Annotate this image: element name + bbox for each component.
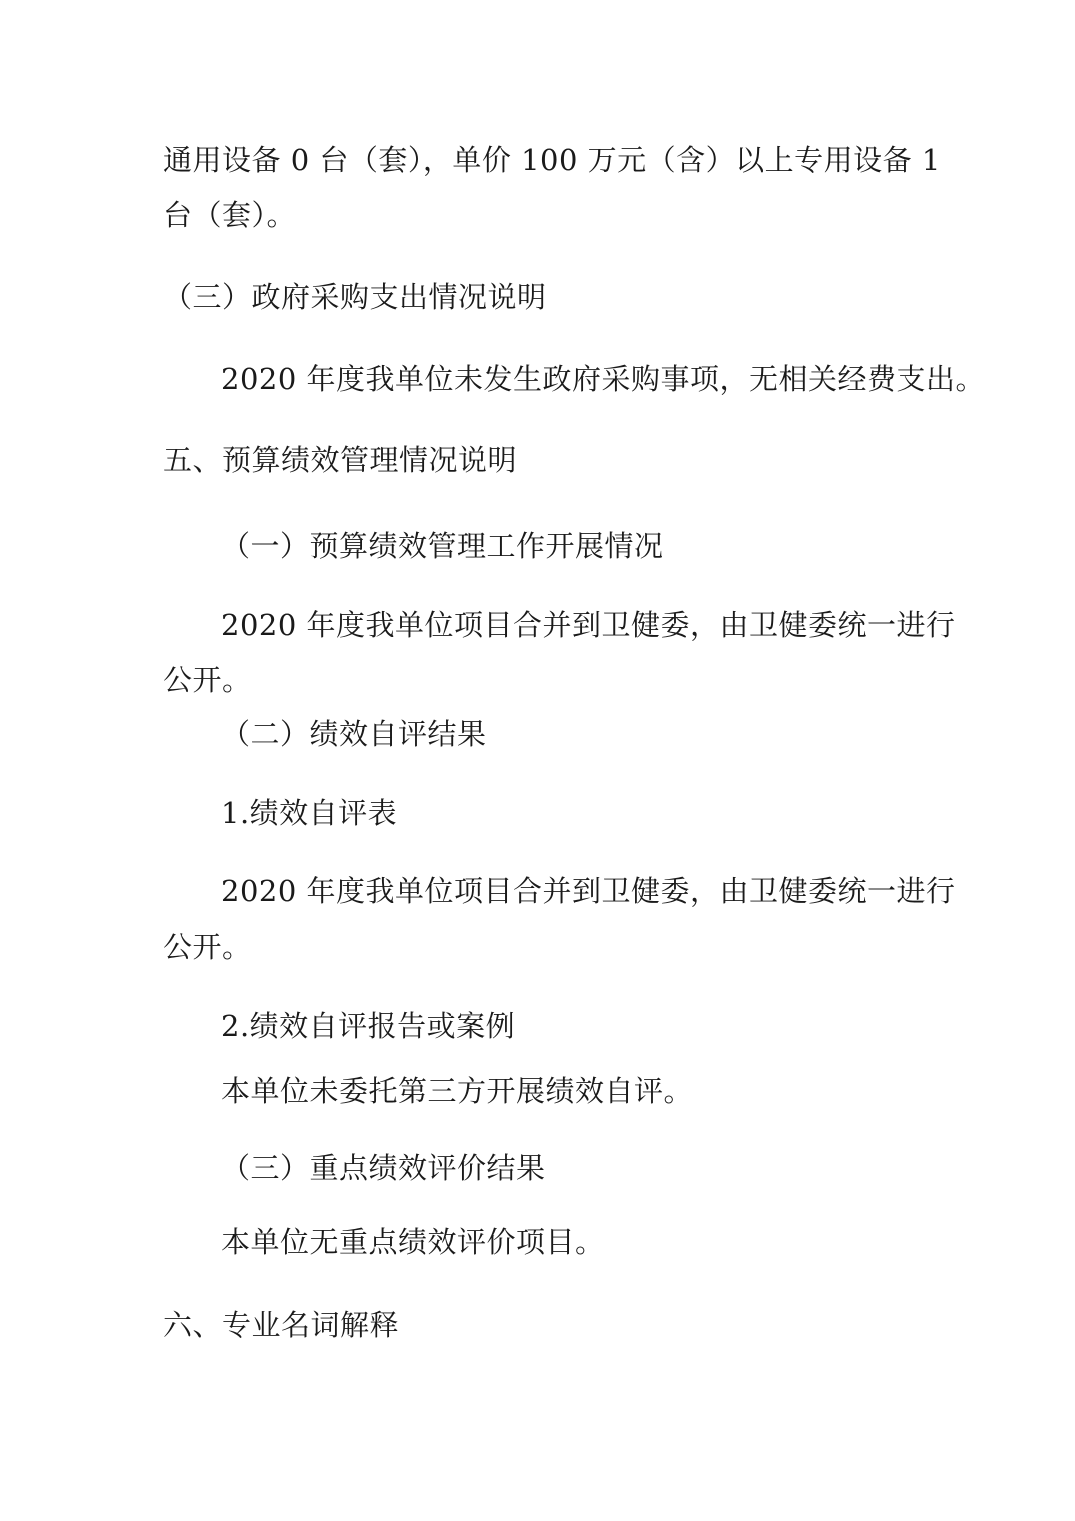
paragraph-performance-line-2: 公开。 (163, 663, 252, 697)
heading-section-6: 六、专业名词解释 (163, 1308, 400, 1342)
item-self-evaluation-table: 1.绩效自评表 (221, 796, 398, 830)
paragraph-performance-line-1: 2020 年度我单位项目合并到卫健委，由卫健委统一进行 (221, 608, 956, 642)
paragraph-key-evaluation: 本单位无重点绩效评价项目。 (221, 1225, 605, 1259)
item-self-evaluation-report: 2.绩效自评报告或案例 (221, 1009, 516, 1043)
paragraph-self-evaluation-line-2: 公开。 (163, 930, 252, 964)
subheading-performance-work: （一）预算绩效管理工作开展情况 (221, 529, 664, 563)
subheading-procurement: （三）政府采购支出情况说明 (163, 280, 547, 314)
subheading-key-evaluation: （三）重点绩效评价结果 (221, 1151, 546, 1185)
paragraph-self-evaluation-line-1: 2020 年度我单位项目合并到卫健委，由卫健委统一进行 (221, 874, 956, 908)
paragraph-third-party: 本单位未委托第三方开展绩效自评。 (221, 1074, 694, 1108)
heading-section-5: 五、预算绩效管理情况说明 (163, 443, 518, 477)
paragraph-equipment-line-1: 通用设备 0 台（套），单价 100 万元（含）以上专用设备 1 (163, 143, 941, 177)
paragraph-procurement: 2020 年度我单位未发生政府采购事项，无相关经费支出。 (221, 362, 986, 396)
subheading-self-evaluation: （二）绩效自评结果 (221, 717, 487, 751)
paragraph-equipment-line-2: 台（套）。 (163, 198, 297, 232)
